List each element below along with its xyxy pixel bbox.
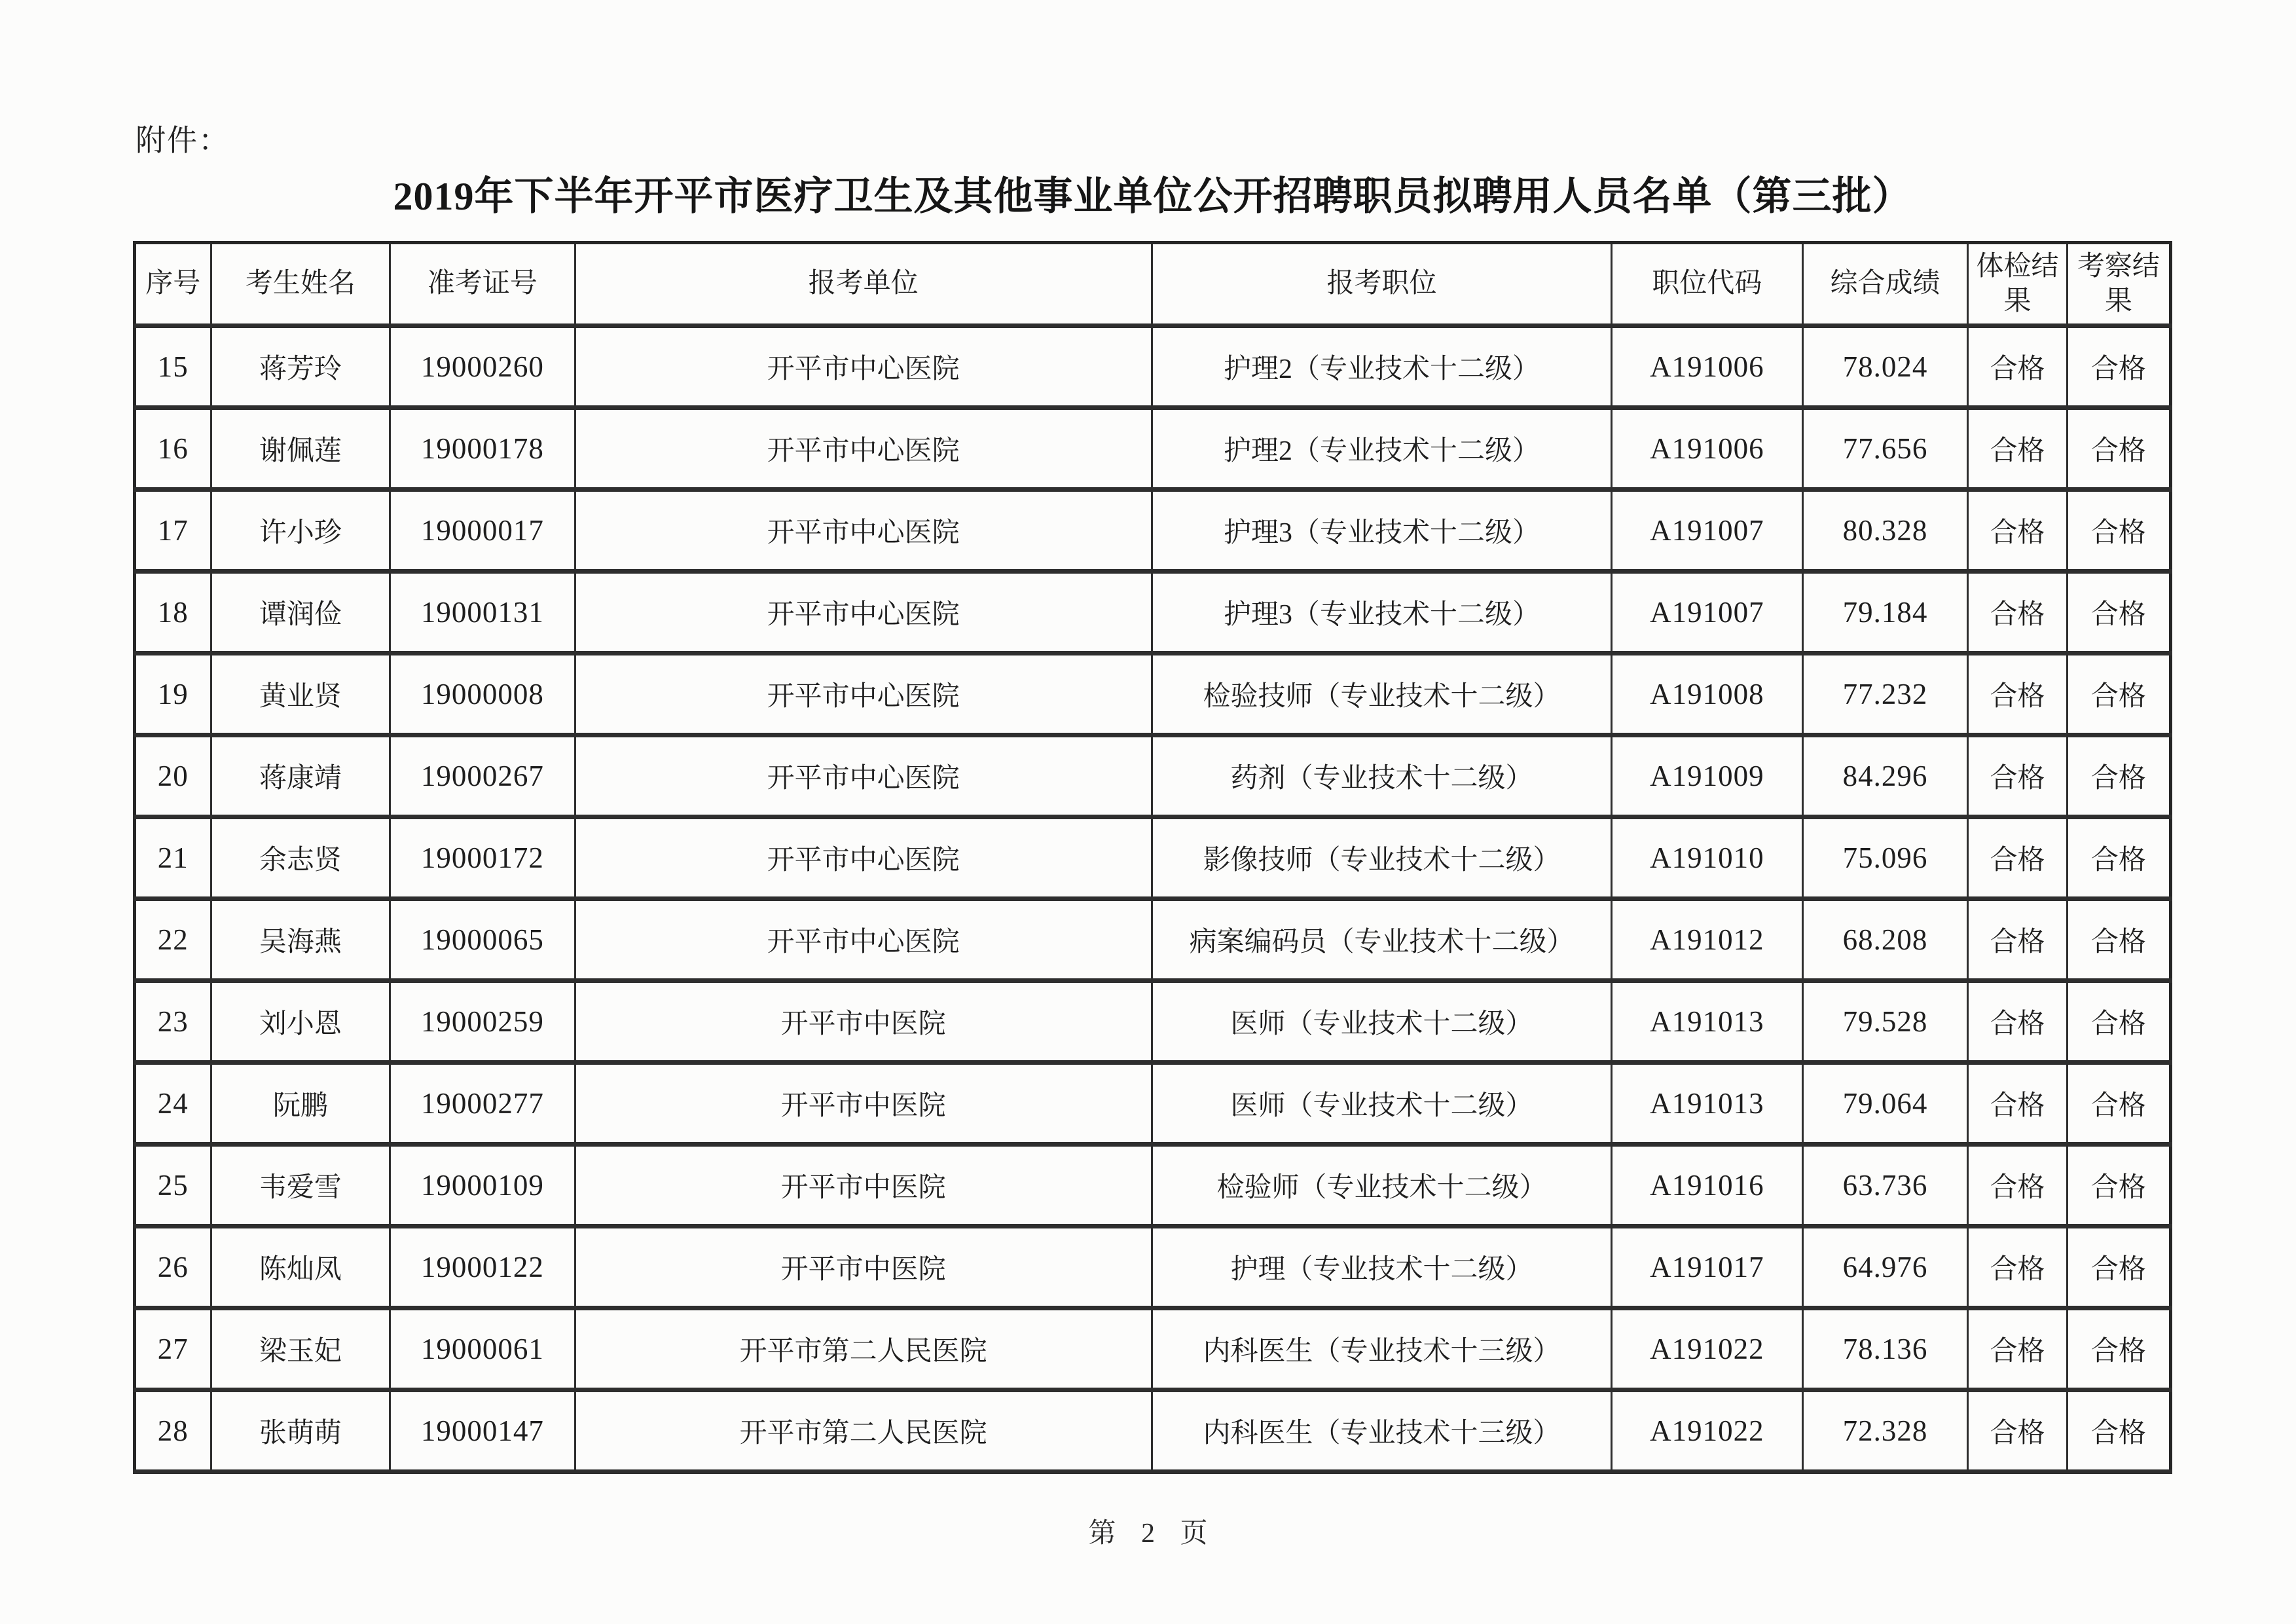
cell-applied-organization: 开平市中心医院 xyxy=(575,572,1152,654)
cell-position-code: A191013 xyxy=(1612,1063,1802,1145)
table-row xyxy=(135,572,2171,654)
cell-physical-exam-result: 合格 xyxy=(1968,654,2067,735)
cell-candidate-name: 谭润俭 xyxy=(211,572,390,654)
cell-inspection-result: 合格 xyxy=(2067,490,2170,572)
cell-physical-exam-result: 合格 xyxy=(1968,735,2067,817)
cell-physical-exam-result: 合格 xyxy=(1968,1145,2067,1227)
cell-applied-position: 检验师（专业技术十二级） xyxy=(1152,1145,1611,1227)
table-body xyxy=(135,326,2171,1472)
cell-exam-ticket-number: 19000122 xyxy=(390,1227,575,1308)
cell-composite-score: 79.184 xyxy=(1802,572,1968,654)
cell-applied-position: 医师（专业技术十二级） xyxy=(1152,981,1611,1063)
table-row xyxy=(135,735,2171,817)
cell-serial-number: 27 xyxy=(135,1308,211,1390)
cell-composite-score: 68.208 xyxy=(1802,899,1968,981)
cell-applied-position: 护理3（专业技术十二级） xyxy=(1152,572,1611,654)
cell-physical-exam-result: 合格 xyxy=(1968,408,2067,490)
table-row xyxy=(135,1063,2171,1145)
column-header: 职位代码 xyxy=(1612,243,1802,326)
cell-applied-organization: 开平市中心医院 xyxy=(575,490,1152,572)
column-header: 序号 xyxy=(135,243,211,326)
cell-candidate-name: 张萌萌 xyxy=(211,1390,390,1472)
table-row xyxy=(135,1390,2171,1472)
cell-applied-organization: 开平市中医院 xyxy=(575,1227,1152,1308)
cell-exam-ticket-number: 19000259 xyxy=(390,981,575,1063)
cell-candidate-name: 梁玉妃 xyxy=(211,1308,390,1390)
cell-position-code: A191006 xyxy=(1612,326,1802,408)
cell-applied-organization: 开平市中心医院 xyxy=(575,817,1152,899)
cell-applied-position: 护理2（专业技术十二级） xyxy=(1152,326,1611,408)
cell-physical-exam-result: 合格 xyxy=(1968,1390,2067,1472)
cell-exam-ticket-number: 19000260 xyxy=(390,326,575,408)
cell-composite-score: 64.976 xyxy=(1802,1227,1968,1308)
cell-position-code: A191007 xyxy=(1612,572,1802,654)
attachment-label: 附件： xyxy=(136,124,230,157)
cell-applied-organization: 开平市中心医院 xyxy=(575,408,1152,490)
column-header: 考生姓名 xyxy=(211,243,390,326)
cell-applied-position: 内科医生（专业技术十三级） xyxy=(1152,1390,1611,1472)
cell-candidate-name: 许小珍 xyxy=(211,490,390,572)
table-row xyxy=(135,654,2171,735)
cell-inspection-result: 合格 xyxy=(2067,899,2170,981)
cell-exam-ticket-number: 19000017 xyxy=(390,490,575,572)
cell-candidate-name: 陈灿凤 xyxy=(211,1227,390,1308)
cell-physical-exam-result: 合格 xyxy=(1968,1308,2067,1390)
cell-serial-number: 17 xyxy=(135,490,211,572)
table-row xyxy=(135,408,2171,490)
cell-position-code: A191016 xyxy=(1612,1145,1802,1227)
cell-candidate-name: 黄业贤 xyxy=(211,654,390,735)
cell-inspection-result: 合格 xyxy=(2067,981,2170,1063)
cell-position-code: A191022 xyxy=(1612,1308,1802,1390)
cell-inspection-result: 合格 xyxy=(2067,1308,2170,1390)
cell-applied-organization: 开平市第二人民医院 xyxy=(575,1308,1152,1390)
cell-physical-exam-result: 合格 xyxy=(1968,490,2067,572)
cell-composite-score: 84.296 xyxy=(1802,735,1968,817)
header-row xyxy=(135,243,2171,326)
cell-applied-position: 护理（专业技术十二级） xyxy=(1152,1227,1611,1308)
cell-serial-number: 26 xyxy=(135,1227,211,1308)
cell-physical-exam-result: 合格 xyxy=(1968,817,2067,899)
cell-position-code: A191017 xyxy=(1612,1227,1802,1308)
cell-position-code: A191006 xyxy=(1612,408,1802,490)
column-header: 体检结果 xyxy=(1968,243,2067,326)
cell-applied-position: 药剂（专业技术十二级） xyxy=(1152,735,1611,817)
cell-physical-exam-result: 合格 xyxy=(1968,572,2067,654)
cell-applied-organization: 开平市中心医院 xyxy=(575,735,1152,817)
cell-inspection-result: 合格 xyxy=(2067,1063,2170,1145)
cell-inspection-result: 合格 xyxy=(2067,735,2170,817)
cell-position-code: A191007 xyxy=(1612,490,1802,572)
table-row xyxy=(135,981,2171,1063)
cell-exam-ticket-number: 19000147 xyxy=(390,1390,575,1472)
cell-position-code: A191009 xyxy=(1612,735,1802,817)
cell-serial-number: 22 xyxy=(135,899,211,981)
cell-position-code: A191022 xyxy=(1612,1390,1802,1472)
cell-physical-exam-result: 合格 xyxy=(1968,981,2067,1063)
cell-candidate-name: 谢佩莲 xyxy=(211,408,390,490)
cell-composite-score: 80.328 xyxy=(1802,490,1968,572)
cell-candidate-name: 余志贤 xyxy=(211,817,390,899)
page-number: 第 2 页 xyxy=(1088,1519,1217,1549)
cell-candidate-name: 蒋芳玲 xyxy=(211,326,390,408)
cell-applied-position: 内科医生（专业技术十三级） xyxy=(1152,1308,1611,1390)
cell-applied-organization: 开平市中心医院 xyxy=(575,899,1152,981)
cell-serial-number: 20 xyxy=(135,735,211,817)
table-row xyxy=(135,1308,2171,1390)
cell-exam-ticket-number: 19000109 xyxy=(390,1145,575,1227)
cell-applied-position: 病案编码员（专业技术十二级） xyxy=(1152,899,1611,981)
results-table xyxy=(133,241,2172,1474)
cell-serial-number: 23 xyxy=(135,981,211,1063)
cell-exam-ticket-number: 19000178 xyxy=(390,408,575,490)
cell-position-code: A191012 xyxy=(1612,899,1802,981)
cell-composite-score: 79.528 xyxy=(1802,981,1968,1063)
table-row xyxy=(135,899,2171,981)
cell-inspection-result: 合格 xyxy=(2067,817,2170,899)
cell-applied-position: 护理3（专业技术十二级） xyxy=(1152,490,1611,572)
cell-serial-number: 16 xyxy=(135,408,211,490)
cell-composite-score: 77.232 xyxy=(1802,654,1968,735)
column-header: 报考单位 xyxy=(575,243,1152,326)
cell-applied-position: 护理2（专业技术十二级） xyxy=(1152,408,1611,490)
cell-physical-exam-result: 合格 xyxy=(1968,899,2067,981)
cell-inspection-result: 合格 xyxy=(2067,572,2170,654)
table-head xyxy=(135,243,2171,326)
cell-physical-exam-result: 合格 xyxy=(1968,326,2067,408)
cell-applied-position: 影像技师（专业技术十二级） xyxy=(1152,817,1611,899)
cell-inspection-result: 合格 xyxy=(2067,1227,2170,1308)
cell-inspection-result: 合格 xyxy=(2067,408,2170,490)
cell-exam-ticket-number: 19000065 xyxy=(390,899,575,981)
cell-serial-number: 24 xyxy=(135,1063,211,1145)
cell-exam-ticket-number: 19000061 xyxy=(390,1308,575,1390)
cell-applied-position: 检验技师（专业技术十二级） xyxy=(1152,654,1611,735)
cell-applied-organization: 开平市中医院 xyxy=(575,981,1152,1063)
cell-composite-score: 78.136 xyxy=(1802,1308,1968,1390)
column-header: 报考职位 xyxy=(1152,243,1611,326)
cell-composite-score: 75.096 xyxy=(1802,817,1968,899)
cell-candidate-name: 蒋康靖 xyxy=(211,735,390,817)
page-title: 2019年下半年开平市医疗卫生及其他事业单位公开招聘职员拟聘用人员名单（第三批） xyxy=(393,175,1912,218)
cell-inspection-result: 合格 xyxy=(2067,654,2170,735)
column-header: 准考证号 xyxy=(390,243,575,326)
cell-composite-score: 72.328 xyxy=(1802,1390,1968,1472)
cell-position-code: A191008 xyxy=(1612,654,1802,735)
cell-position-code: A191010 xyxy=(1612,817,1802,899)
cell-exam-ticket-number: 19000131 xyxy=(390,572,575,654)
cell-serial-number: 15 xyxy=(135,326,211,408)
cell-applied-organization: 开平市中心医院 xyxy=(575,326,1152,408)
cell-physical-exam-result: 合格 xyxy=(1968,1227,2067,1308)
cell-position-code: A191013 xyxy=(1612,981,1802,1063)
cell-exam-ticket-number: 19000172 xyxy=(390,817,575,899)
table-row xyxy=(135,817,2171,899)
cell-serial-number: 19 xyxy=(135,654,211,735)
cell-applied-position: 医师（专业技术十二级） xyxy=(1152,1063,1611,1145)
table-row xyxy=(135,1227,2171,1308)
column-header: 考察结果 xyxy=(2067,243,2170,326)
cell-serial-number: 28 xyxy=(135,1390,211,1472)
cell-applied-organization: 开平市中医院 xyxy=(575,1145,1152,1227)
cell-inspection-result: 合格 xyxy=(2067,1145,2170,1227)
cell-applied-organization: 开平市中心医院 xyxy=(575,654,1152,735)
cell-serial-number: 18 xyxy=(135,572,211,654)
cell-inspection-result: 合格 xyxy=(2067,326,2170,408)
column-header: 综合成绩 xyxy=(1802,243,1968,326)
table-row xyxy=(135,490,2171,572)
table-row xyxy=(135,326,2171,408)
cell-candidate-name: 刘小恩 xyxy=(211,981,390,1063)
cell-applied-organization: 开平市第二人民医院 xyxy=(575,1390,1152,1472)
cell-inspection-result: 合格 xyxy=(2067,1390,2170,1472)
cell-composite-score: 77.656 xyxy=(1802,408,1968,490)
cell-candidate-name: 韦爱雪 xyxy=(211,1145,390,1227)
cell-exam-ticket-number: 19000008 xyxy=(390,654,575,735)
table-row xyxy=(135,1145,2171,1227)
cell-candidate-name: 吴海燕 xyxy=(211,899,390,981)
cell-candidate-name: 阮鹏 xyxy=(211,1063,390,1145)
cell-composite-score: 78.024 xyxy=(1802,326,1968,408)
cell-exam-ticket-number: 19000277 xyxy=(390,1063,575,1145)
cell-composite-score: 79.064 xyxy=(1802,1063,1968,1145)
cell-exam-ticket-number: 19000267 xyxy=(390,735,575,817)
cell-serial-number: 25 xyxy=(135,1145,211,1227)
cell-applied-organization: 开平市中医院 xyxy=(575,1063,1152,1145)
cell-physical-exam-result: 合格 xyxy=(1968,1063,2067,1145)
cell-composite-score: 63.736 xyxy=(1802,1145,1968,1227)
cell-serial-number: 21 xyxy=(135,817,211,899)
